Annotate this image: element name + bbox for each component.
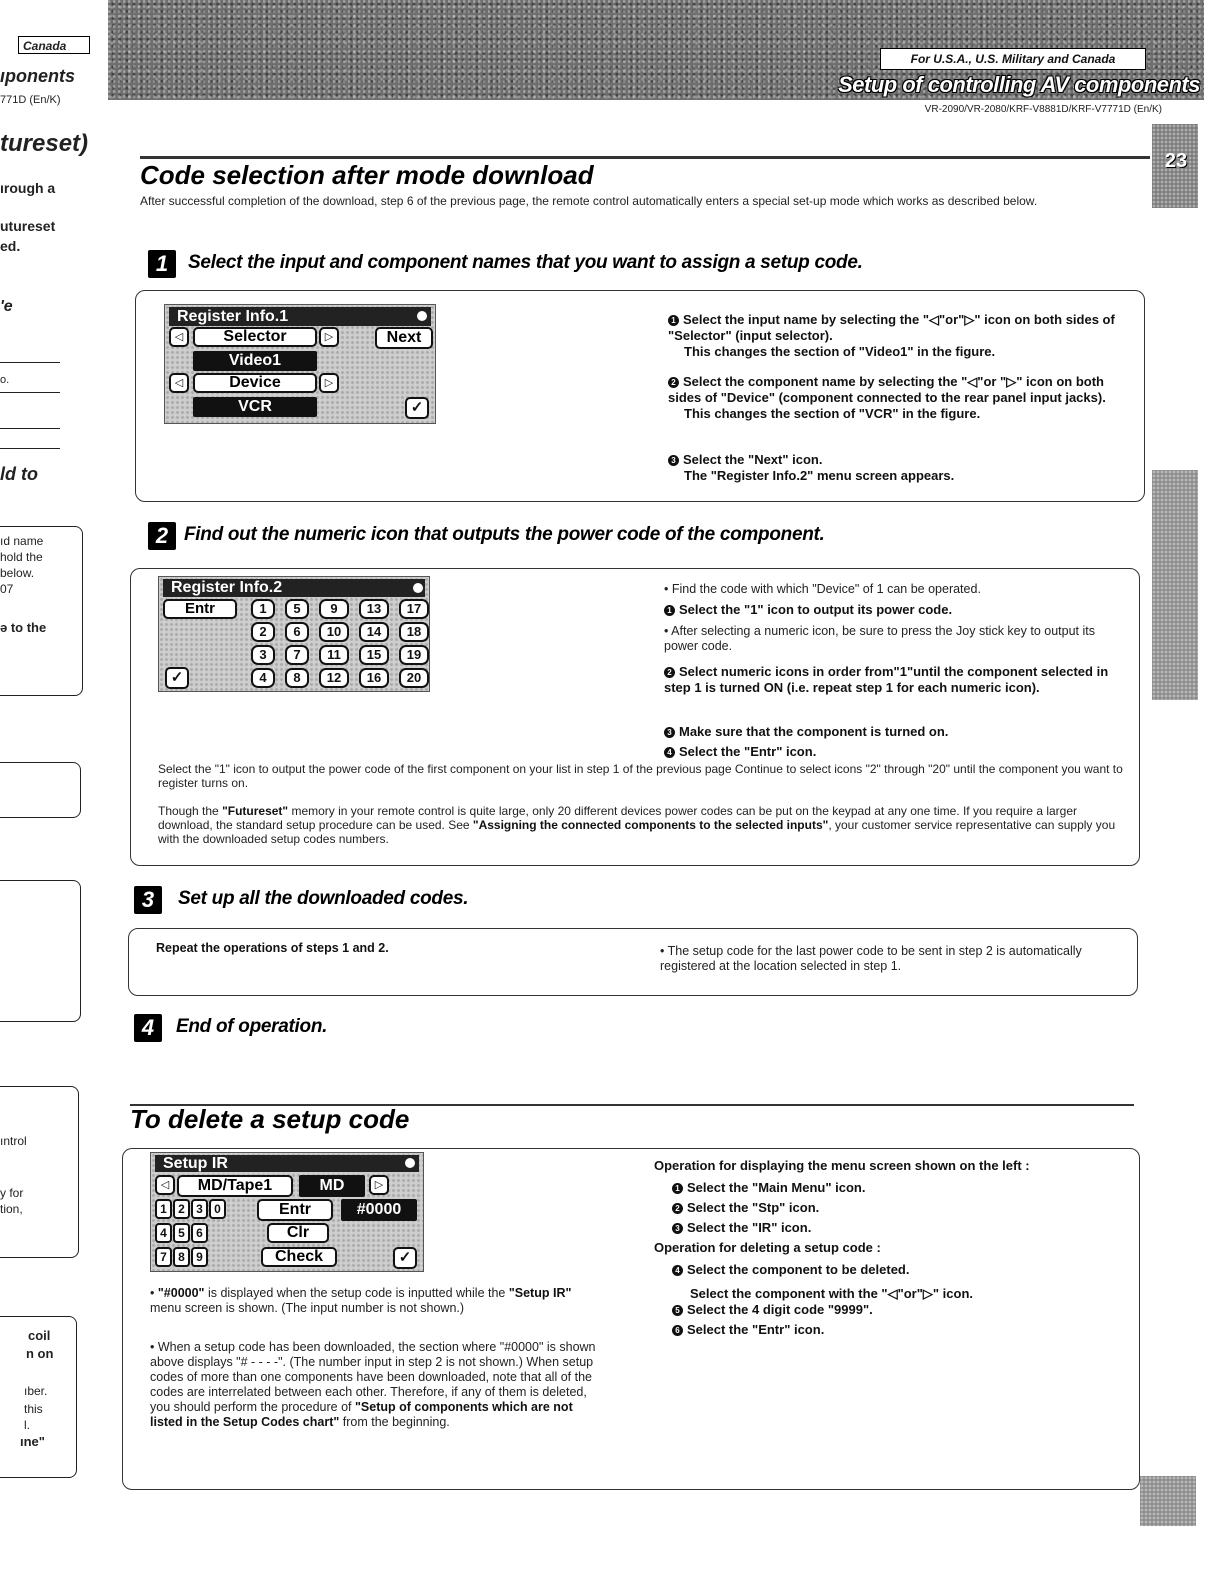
circled-number-icon: 3 bbox=[668, 455, 679, 466]
step-number: 4 bbox=[134, 1014, 162, 1042]
lcd-indicator-dot bbox=[405, 1158, 415, 1168]
instruction-text: Select the "Stp" icon. bbox=[687, 1200, 820, 1215]
circled-number-icon: 3 bbox=[664, 727, 675, 738]
note-text-bold: "Assigning the connected components to the selected inputs" bbox=[472, 818, 829, 832]
circled-number-icon: 2 bbox=[672, 1203, 683, 1214]
instruction-subtext: This changes the section of "VCR" in the figure. bbox=[684, 406, 981, 421]
margin-text: 07 bbox=[0, 582, 14, 596]
numeric-key-9[interactable]: 9 bbox=[319, 599, 349, 619]
lcd-title: Register Info.1 bbox=[169, 307, 431, 326]
ir-key-3[interactable]: 3 bbox=[191, 1199, 208, 1219]
margin-text: ə to the bbox=[0, 620, 47, 635]
margin-rule bbox=[0, 448, 60, 449]
circled-number-icon: 1 bbox=[668, 315, 679, 326]
numeric-key-8[interactable]: 8 bbox=[285, 668, 309, 688]
ir-key-2[interactable]: 2 bbox=[173, 1199, 190, 1219]
step2-note-2 bbox=[158, 804, 1128, 846]
section-heading: To delete a setup code bbox=[130, 1104, 410, 1134]
entr-button[interactable]: Entr bbox=[163, 599, 237, 619]
numeric-key-19[interactable]: 19 bbox=[399, 645, 429, 665]
component-button[interactable]: MD/Tape1 bbox=[177, 1175, 293, 1197]
op1-item bbox=[672, 1200, 819, 1216]
margin-text: ed. bbox=[0, 238, 21, 254]
instruction-text: Select the component with the "◁"or"▷" icon. bbox=[690, 1286, 974, 1301]
right-arrow-icon[interactable]: ▷ bbox=[319, 327, 339, 347]
circled-number-icon: 1 bbox=[664, 605, 675, 616]
margin-text: ırough a bbox=[0, 180, 56, 196]
margin-box bbox=[0, 880, 81, 1022]
op1-item bbox=[672, 1180, 865, 1196]
ir-key-5[interactable]: 5 bbox=[173, 1223, 190, 1243]
numeric-key-17[interactable]: 17 bbox=[399, 599, 429, 619]
margin-box bbox=[0, 762, 81, 818]
numeric-key-12[interactable]: 12 bbox=[319, 668, 349, 688]
note-text: memory in your remote control is quite large, only 20 different devices power codes can be put on the keypad at any one time. If you require a larger download, the standard setup procedure can be used. See bbox=[158, 804, 1078, 832]
device-button[interactable]: Device bbox=[193, 373, 317, 393]
step3-right-text: • The setup code for the last power code to be sent in step 2 is automatically registered at the location selected in step 1. bbox=[660, 944, 1082, 973]
instruction-text: Select the "IR" icon. bbox=[687, 1220, 812, 1235]
lcd-indicator-dot bbox=[413, 583, 423, 593]
margin-text: 771D (En/K) bbox=[0, 94, 61, 106]
numeric-key-11[interactable]: 11 bbox=[319, 645, 349, 665]
margin-text: tureset) bbox=[0, 130, 89, 157]
step-title: End of operation. bbox=[176, 1016, 328, 1037]
ir-key-1[interactable]: 1 bbox=[155, 1199, 172, 1219]
step-number: 1 bbox=[148, 250, 176, 278]
margin-text: l. bbox=[24, 1418, 30, 1432]
section-heading: Code selection after mode download bbox=[140, 160, 594, 190]
instruction-text: Select the "1" icon to output its power code. bbox=[679, 602, 953, 617]
op2-item bbox=[672, 1302, 873, 1318]
step-number: 3 bbox=[134, 886, 162, 914]
op2-item bbox=[672, 1262, 909, 1278]
note-text: When a setup code has been downloaded, the section where "#0000" is shown above displays "# - - - -". (The number input in step 2 is not shown.) When setup codes of more than one components have been downloaded, note that all of the codes are interrelated between each other. Therefore, if any of them is deleted, you should perform the procedure of bbox=[150, 1340, 596, 1414]
numeric-key-14[interactable]: 14 bbox=[359, 622, 389, 642]
numeric-key-20[interactable]: 20 bbox=[399, 668, 429, 688]
right-arrow-icon[interactable]: ▷ bbox=[319, 373, 339, 393]
lcd-title: Setup IR bbox=[155, 1155, 419, 1172]
ir-key-4[interactable]: 4 bbox=[155, 1223, 172, 1243]
step2-item-4 bbox=[664, 744, 1124, 760]
circled-number-icon: 5 bbox=[672, 1305, 683, 1316]
next-button[interactable]: Next bbox=[375, 327, 433, 349]
instruction-text: Find the code with which "Device" of 1 can be operated. bbox=[671, 582, 981, 596]
region-tag: For U.S.A., U.S. Military and Canada bbox=[880, 48, 1146, 70]
circled-number-icon: 3 bbox=[672, 1223, 683, 1234]
checkmark-icon[interactable]: ✓ bbox=[393, 1247, 417, 1269]
video-display: Video1 bbox=[193, 351, 317, 371]
op1-heading: Operation for displaying the menu screen shown on the left : bbox=[654, 1158, 1030, 1173]
note-text-bold: "Futureset" bbox=[222, 804, 289, 818]
instruction-text: Make sure that the component is turned on. bbox=[679, 724, 949, 739]
instruction-text: Select the component to be deleted. bbox=[687, 1262, 910, 1277]
step3-left-text: Repeat the operations of steps 1 and 2. bbox=[156, 941, 389, 955]
margin-text: ıber. bbox=[24, 1384, 48, 1398]
margin-text: ıntrol bbox=[0, 1134, 27, 1148]
instruction-subtext: This changes the section of "Video1" in the figure. bbox=[684, 344, 996, 359]
circled-number-icon: 2 bbox=[664, 667, 675, 678]
step-title: Select the input and component names that you want to assign a setup code. bbox=[188, 252, 863, 273]
circled-number-icon: 1 bbox=[672, 1183, 683, 1194]
delete-note-1: • "#0000" is displayed when the setup code is inputted while the "Setup IR" menu screen is shown. (The input number is not shown.) bbox=[150, 1286, 572, 1315]
instruction-text: The setup code for the last power code to be sent in step 2 is automatically registered at the location selected in step 1. bbox=[660, 944, 1082, 973]
circled-number-icon: 6 bbox=[672, 1325, 683, 1336]
ir-key-7[interactable]: 7 bbox=[155, 1247, 172, 1267]
checkmark-icon[interactable]: ✓ bbox=[405, 397, 429, 419]
left-arrow-icon[interactable]: ◁ bbox=[169, 373, 189, 393]
margin-text: n on bbox=[26, 1346, 54, 1361]
instruction-text: Select the input name by selecting the "◁"or"▷" icon on both sides of "Selector" (input selector). bbox=[668, 312, 1115, 343]
numeric-key-18[interactable]: 18 bbox=[399, 622, 429, 642]
step2-item-1 bbox=[664, 602, 1124, 618]
margin-text: coil bbox=[28, 1328, 51, 1343]
note-text-bold: "#0000" bbox=[157, 1286, 205, 1300]
left-arrow-icon[interactable]: ◁ bbox=[169, 327, 189, 347]
step2-item-bullet: • Find the code with which "Device" of 1 can be operated. bbox=[664, 582, 981, 596]
step2-note-1: Select the "1" icon to output the power code of the first component on your list in step 1 of the previous page Continue to select icons "2" through "20" until the component you want to register turns on. bbox=[158, 762, 1123, 790]
checkmark-icon[interactable]: ✓ bbox=[165, 667, 189, 689]
margin-canada-tag: Canada bbox=[18, 36, 90, 54]
model-line: VR-2090/VR-2080/KRF-V8881D/KRF-V7771D (En/K) bbox=[924, 104, 1162, 115]
numeric-key-13[interactable]: 13 bbox=[359, 599, 389, 619]
side-tab-decoration bbox=[1152, 470, 1198, 700]
margin-text: this bbox=[24, 1402, 43, 1416]
numeric-key-3[interactable]: 3 bbox=[251, 645, 275, 665]
step2-item-2 bbox=[664, 664, 1124, 696]
margin-text: o. bbox=[0, 374, 10, 386]
instruction-text: Select the "Main Menu" icon. bbox=[687, 1180, 866, 1195]
left-arrow-icon[interactable]: ◁ bbox=[155, 1175, 175, 1195]
margin-text: ld to bbox=[0, 464, 38, 484]
clr-button[interactable]: Clr bbox=[267, 1223, 329, 1243]
numeric-key-7[interactable]: 7 bbox=[285, 645, 309, 665]
note-text: menu screen is shown. (The input number is not shown.) bbox=[150, 1301, 465, 1315]
margin-text: y for bbox=[0, 1186, 24, 1200]
step-title: Set up all the downloaded codes. bbox=[178, 888, 469, 909]
op2-item bbox=[690, 1286, 973, 1302]
instruction-text: Select the component name by selecting the "◁"or "▷" icon on both sides of "Device" (component connected to the rear panel input jacks). bbox=[668, 374, 1106, 405]
selector-button[interactable]: Selector bbox=[193, 327, 317, 347]
op1-item bbox=[672, 1220, 811, 1236]
page-number: 23 bbox=[1164, 150, 1188, 172]
ir-key-0[interactable]: 0 bbox=[209, 1199, 226, 1219]
lcd-register-info-1 bbox=[164, 304, 436, 424]
step-number: 2 bbox=[148, 522, 176, 550]
instruction-text: Select the 4 digit code "9999". bbox=[687, 1302, 873, 1317]
lcd-indicator-dot bbox=[417, 311, 427, 321]
vcr-display: VCR bbox=[193, 397, 317, 417]
margin-text: 'e bbox=[0, 298, 13, 315]
instruction-text: Select the "Entr" icon. bbox=[679, 744, 817, 759]
margin-text: ıne" bbox=[20, 1434, 45, 1449]
step2-item-bullet: • After selecting a numeric icon, be sure to press the Joy stick key to output its power code. bbox=[664, 624, 1095, 653]
ir-key-9[interactable]: 9 bbox=[191, 1247, 208, 1267]
numeric-key-1[interactable]: 1 bbox=[251, 599, 275, 619]
instruction-text: Select numeric icons in order from"1"until the component selected in step 1 is turned ON (i.e. repeat step 1 for each numeric icon). bbox=[664, 664, 1109, 695]
instruction-text: Select the "Entr" icon. bbox=[687, 1322, 825, 1337]
delete-note-2: • When a setup code has been downloaded, the section where "#0000" is shown above displays "# - - - -". (The number input in step 2 is not shown.) When setup codes of more than one components have been downloaded, note that all of the codes are interrelated between each other. Therefore, if any of them is deleted, you should perform the procedure of "Setup of components which are not listed in the Setup Codes chart" from the beginning. bbox=[150, 1340, 596, 1429]
note-text: Though the bbox=[158, 804, 223, 818]
lcd-title: Register Info.2 bbox=[163, 579, 425, 597]
circled-number-icon: 4 bbox=[664, 747, 675, 758]
margin-rule bbox=[0, 428, 60, 429]
margin-text: ıd name bbox=[0, 534, 44, 548]
numeric-key-2[interactable]: 2 bbox=[251, 622, 275, 642]
ir-key-8[interactable]: 8 bbox=[173, 1247, 190, 1267]
step1-item-2 bbox=[668, 374, 1123, 422]
right-arrow-icon[interactable]: ▷ bbox=[369, 1175, 389, 1195]
code-display: #0000 bbox=[341, 1199, 417, 1221]
note-text: is displayed when the setup code is inputted while the bbox=[204, 1286, 509, 1300]
margin-text: utureset bbox=[0, 218, 56, 234]
note-text: , your customer service representative can supply you with the downloaded setup codes numbers. bbox=[158, 818, 1116, 846]
step1-item-3 bbox=[668, 452, 1123, 484]
instruction-text: Select the "Next" icon. bbox=[683, 452, 823, 467]
circled-number-icon: 2 bbox=[668, 377, 679, 388]
numeric-key-5[interactable]: 5 bbox=[285, 599, 309, 619]
lcd-register-info-2 bbox=[158, 576, 430, 692]
step1-item-1 bbox=[668, 312, 1123, 360]
circled-number-icon: 4 bbox=[672, 1265, 683, 1276]
lcd-setup-ir bbox=[150, 1152, 424, 1272]
component-code-display: MD bbox=[299, 1175, 365, 1197]
margin-rule bbox=[0, 392, 60, 393]
margin-text: hold the bbox=[0, 550, 43, 564]
numeric-key-10[interactable]: 10 bbox=[319, 622, 349, 642]
instruction-text: After selecting a numeric icon, be sure to press the Joy stick key to output its power code. bbox=[664, 624, 1095, 653]
op2-heading: Operation for deleting a setup code : bbox=[654, 1240, 881, 1255]
step2-item-3 bbox=[664, 724, 1124, 740]
instruction-subtext: The "Register Info.2" menu screen appears. bbox=[684, 468, 955, 483]
numeric-key-15[interactable]: 15 bbox=[359, 645, 389, 665]
header-title: Setup of controlling AV components bbox=[838, 72, 1200, 97]
ir-key-6[interactable]: 6 bbox=[191, 1223, 208, 1243]
entr-button[interactable]: Entr bbox=[257, 1199, 333, 1221]
corner-mark-decoration bbox=[1140, 1476, 1196, 1526]
numeric-key-6[interactable]: 6 bbox=[285, 622, 309, 642]
op2-item bbox=[672, 1322, 824, 1338]
section-rule bbox=[140, 156, 1150, 159]
intro-paragraph: After successful completion of the download, step 6 of the previous page, the remote control automatically enters a special set-up mode which works as described below. bbox=[140, 194, 1038, 208]
note-text-bold: "Setup of components which are not listed in the Setup Codes chart" bbox=[150, 1400, 573, 1429]
step-title: Find out the numeric icon that outputs the power code of the component. bbox=[184, 524, 825, 545]
margin-rule bbox=[0, 362, 60, 363]
check-button[interactable]: Check bbox=[261, 1247, 337, 1267]
margin-text: below. bbox=[0, 566, 35, 580]
numeric-key-4[interactable]: 4 bbox=[251, 668, 275, 688]
note-text: from the beginning. bbox=[339, 1415, 450, 1429]
margin-text: tion, bbox=[0, 1202, 23, 1216]
numeric-key-16[interactable]: 16 bbox=[359, 668, 389, 688]
margin-box bbox=[0, 1086, 79, 1258]
margin-text: ıponents bbox=[0, 66, 75, 86]
note-text-bold: "Setup IR" bbox=[508, 1286, 572, 1300]
